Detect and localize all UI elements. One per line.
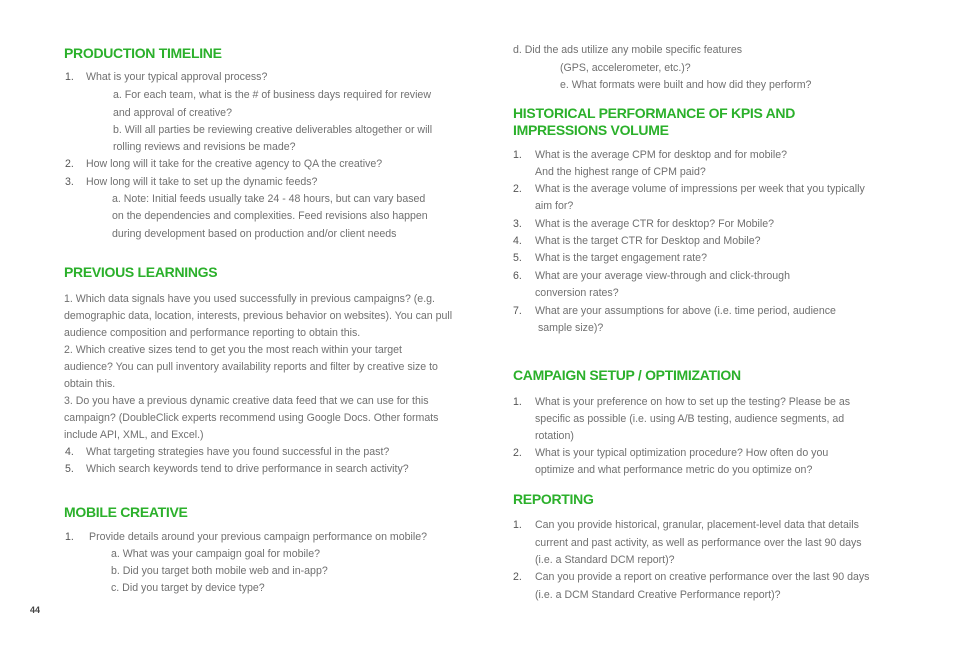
list-item: sample size)?	[535, 322, 604, 334]
list-subitem: c. Did you target by device type?	[111, 582, 265, 594]
list-item: rotation)	[535, 430, 574, 442]
list-item: campaign? (DoubleClick experts recommend using Google Docs. Other formats	[64, 412, 439, 424]
list-item: What is your preference on how to set up the testing? Please be as	[535, 396, 851, 408]
list-item: What is the target CTR for Desktop and Mobile?	[535, 235, 761, 247]
list-number: 4.	[513, 235, 522, 247]
list-item: Which search keywords tend to drive performance in search activity?	[86, 463, 409, 475]
list-number: 1.	[65, 71, 74, 83]
list-subitem: (GPS, accelerometer, etc.)?	[560, 62, 691, 74]
list-item: What is your typical optimization procedure? How often do you	[535, 447, 829, 459]
list-number: 2.	[513, 183, 522, 195]
list-item: audience? You can pull inventory availability reports and filter by creative size to	[64, 361, 438, 373]
list-number: 2.	[513, 571, 522, 583]
list-item: (i.e. a DCM Standard Creative Performance report)?	[535, 589, 781, 601]
list-number: 5.	[65, 463, 74, 475]
list-item: And the highest range of CPM paid?	[535, 166, 706, 178]
list-item: include API, XML, and Excel.)	[64, 429, 204, 441]
list-item: (i.e. a Standard DCM report)?	[535, 554, 675, 566]
list-item: Can you provide a report on creative performance over the last 90 days	[535, 571, 870, 583]
list-number: 2.	[513, 447, 522, 459]
section-title-reporting: REPORTING	[513, 491, 594, 507]
list-number: 1.	[65, 531, 74, 543]
list-number: 4.	[65, 446, 74, 458]
list-subitem: during development based on production and/or client needs	[112, 228, 397, 240]
list-item: How long will it take to set up the dynamic feeds?	[86, 176, 318, 188]
list-subitem: a. For each team, what is the # of business days required for review	[113, 89, 431, 101]
list-item: demographic data, location, interests, previous behavior on websites). You can pull	[64, 310, 453, 322]
list-item: What is the average volume of impressions per week that you typically	[535, 183, 865, 195]
list-subitem: b. Did you target both mobile web and in-app?	[111, 565, 328, 577]
page-number: 44	[30, 605, 41, 615]
list-item: 2. Which creative sizes tend to get you the most reach within your target	[64, 344, 402, 356]
list-item: What is the average CPM for desktop and for mobile?	[535, 149, 788, 161]
list-number: 3.	[65, 176, 74, 188]
list-subitem: and approval of creative?	[113, 107, 232, 119]
list-item: obtain this.	[64, 378, 116, 390]
list-subitem: on the dependencies and complexities. Feed revisions also happen	[112, 210, 428, 222]
list-number: 1.	[513, 149, 522, 161]
section-title-production-timeline: PRODUCTION TIMELINE	[64, 45, 222, 61]
list-item: conversion rates?	[535, 287, 619, 299]
section-title-mobile-creative: MOBILE CREATIVE	[64, 504, 188, 520]
list-item: What are your assumptions for above (i.e. time period, audience	[535, 305, 836, 317]
section-title-line: IMPRESSIONS VOLUME	[513, 122, 669, 138]
list-subitem: a. Note: Initial feeds usually take 24 - 48 hours, but can vary based	[112, 193, 426, 205]
list-item: How long will it take for the creative agency to QA the creative?	[86, 158, 383, 170]
list-subitem: b. Will all parties be reviewing creative deliverables altogether or will	[113, 124, 433, 136]
list-number: 1.	[513, 519, 522, 531]
list-subitem: d. Did the ads utilize any mobile specific features	[513, 44, 743, 56]
list-item: What is the average CTR for desktop? For Mobile?	[535, 218, 775, 230]
section-title-line: HISTORICAL PERFORMANCE OF KPIS AND	[513, 105, 796, 121]
section-title-previous-learnings: PREVIOUS LEARNINGS	[64, 264, 218, 280]
list-subitem: rolling reviews and revisions be made?	[113, 141, 296, 153]
list-item: What is the target engagement rate?	[535, 252, 707, 264]
list-item: optimize and what performance metric do you optimize on?	[535, 464, 813, 476]
section-title-historical-performance	[513, 105, 795, 139]
list-number: 5.	[513, 252, 522, 264]
section-title-campaign-setup: CAMPAIGN SETUP / OPTIMIZATION	[513, 367, 741, 383]
list-item: What is your typical approval process?	[86, 71, 268, 83]
list-number: 6.	[513, 270, 522, 282]
list-item: audience composition and performance reporting to obtain this.	[64, 327, 361, 339]
list-number: 2.	[65, 158, 74, 170]
list-number: 7.	[513, 305, 522, 317]
list-item: specific as possible (i.e. using A/B testing, audience segments, ad	[535, 413, 845, 425]
list-item: 1. Which data signals have you used successfully in previous campaigns? (e.g.	[64, 293, 435, 305]
list-item: What targeting strategies have you found successful in the past?	[86, 446, 390, 458]
list-item: aim for?	[535, 200, 574, 212]
list-item: What are your average view-through and click-through	[535, 270, 790, 282]
list-item: Provide details around your previous campaign performance on mobile?	[89, 531, 428, 543]
list-number: 3.	[513, 218, 522, 230]
list-item: 3. Do you have a previous dynamic creative data feed that we can use for this	[64, 395, 429, 407]
list-item: current and past activity, as well as performance over the last 90 days	[535, 537, 862, 549]
list-subitem: a. What was your campaign goal for mobile?	[111, 548, 321, 560]
list-number: 1.	[513, 396, 522, 408]
list-item: Can you provide historical, granular, placement-level data that details	[535, 519, 859, 531]
list-subitem: e. What formats were built and how did they perform?	[560, 79, 812, 91]
